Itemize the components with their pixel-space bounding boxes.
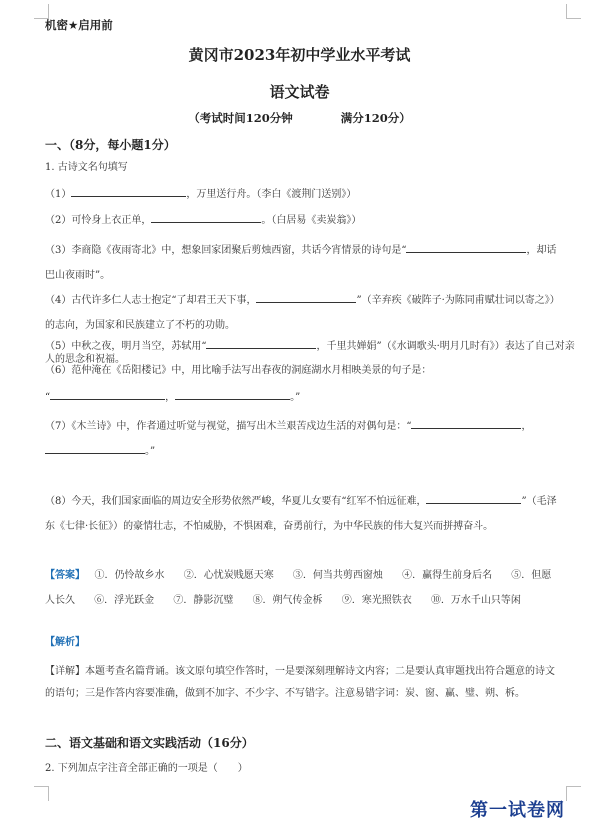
analysis-detail: 【详解】本题考查名篇背诵。该文原句填空作答时，一是要深刻理解诗文内容；二是要认真审题找出符合题意的诗文的语句；三是作答内容要准确，做到不加字、不少字、不写错字。注意易错字词：炭、窗、赢、璧、朔、柝。	[45, 666, 555, 699]
line-text: （5）中秋之夜，明月当空，苏轼用“	[45, 341, 207, 352]
answer-blank	[151, 212, 261, 223]
line-text: ，却话巴山夜雨时”。	[45, 245, 557, 281]
line-text: “	[45, 392, 51, 403]
line-text: ”（毛泽东《七律·长征》）的豪情壮志，不怕威胁，不惧困难，奋勇前行，为中华民族的伟大复兴而拼搏奋斗。	[45, 496, 557, 532]
line-text: ，千里共婵娟”（《水调歌头·明月几时有》）表达了自己对亲人的思念和祝福。	[45, 341, 575, 365]
question-1-line-1	[45, 186, 575, 201]
answer-block	[45, 563, 557, 613]
line-text: ，万里送行舟。（李白《渡荆门送别》）	[186, 189, 357, 200]
answer-item: ⑩．万水千山只等闲	[430, 595, 521, 606]
answer-item: ⑥．浮光跃金	[94, 595, 155, 606]
line-text: ”（辛弃疾《破阵子·为陈同甫赋壮词以寄之》）的志向，为国家和民族建立了不朽的功勋。	[45, 295, 560, 331]
question-1-line-6	[45, 364, 575, 377]
answer-blank	[175, 389, 290, 400]
section-2-heading: 二、语文基础和语文实践活动（16分）	[45, 736, 254, 750]
exam-title: 黄冈市2023年初中学业水平考试	[188, 46, 411, 64]
answer-item: ⑨．寒光照铁衣	[341, 595, 412, 606]
crop-mark-bottom-left	[34, 786, 49, 801]
line-text: （8）今天，我们国家面临的周边安全形势依然严峻，华夏儿女要有“红军不怕远征难，	[45, 496, 427, 507]
site-watermark: 第一试卷网	[470, 800, 565, 821]
line-text: （6）范仲淹在《岳阳楼记》中，用比喻手法写出春夜的洞庭湖水月相映美景的句子是：	[45, 365, 432, 376]
crop-mark-bottom-right	[566, 786, 581, 801]
section-1-heading: 一、（8分，每小题1分）	[45, 138, 176, 152]
question-1-line-3	[45, 238, 561, 288]
answer-item: ⑧．朔气传金柝	[252, 595, 323, 606]
question-1-line-7	[45, 414, 561, 464]
line-text: 。”	[145, 446, 156, 457]
answer-item: ②．心忧炭贱愿天寒	[183, 570, 274, 581]
line-text: ，	[521, 421, 532, 432]
line-text: （3）李商隐《夜雨寄北》中，想象回家团聚后剪烛西窗，共话今宵情景的诗句是“	[45, 245, 407, 256]
answer-item: ④．赢得生前身后名	[402, 570, 493, 581]
question-1-line-8	[45, 489, 561, 539]
question-1-line-5	[45, 338, 575, 366]
answer-blank	[411, 418, 521, 429]
answer-blank	[256, 292, 356, 303]
line-text: （4）古代许多仁人志士抱定“了却君王天下事，	[45, 295, 257, 306]
question-1-line-4	[45, 288, 561, 338]
answer-item: ⑤．但愿人长久	[45, 570, 552, 606]
full-score: 满分120分）	[340, 111, 411, 125]
analysis-label: 【解析】	[45, 637, 85, 648]
line-text: （2）可怜身上衣正单，	[45, 215, 152, 226]
exam-info	[0, 110, 599, 126]
answer-blank	[50, 389, 165, 400]
exam-subtitle: 语文试卷	[269, 83, 330, 101]
question-1-line-6-blanks	[45, 389, 575, 404]
answer-blank	[71, 186, 186, 197]
answer-label: 【答案】	[45, 570, 85, 581]
question-2-prompt: 2. 下列加点字注音全部正确的一项是（ ）	[45, 763, 248, 774]
line-text: （7）《木兰诗》中，作者通过听觉与视觉，描写出木兰艰苦戍边生活的对偶句是：“	[45, 421, 412, 432]
exam-time: （考试时间120分钟	[188, 111, 293, 125]
answer-item: ①．仍怜故乡水	[94, 570, 165, 581]
line-text: 。（白居易《卖炭翁》）	[261, 215, 362, 226]
line-text: ，	[165, 392, 176, 403]
answer-blank	[406, 242, 526, 253]
line-text: 。”	[290, 392, 301, 403]
question-1-prompt: 1. 古诗文名句填写	[45, 162, 128, 173]
line-text: （1）	[45, 189, 72, 200]
answer-item: ③．何当共剪西窗烛	[292, 570, 383, 581]
answer-blank	[426, 493, 521, 504]
answer-item: ⑦．静影沉璧	[173, 595, 234, 606]
answer-blank	[45, 443, 145, 454]
answer-blank	[206, 338, 316, 349]
question-1-line-2	[45, 212, 575, 227]
confidential-mark: 机密★启用前	[45, 18, 113, 32]
